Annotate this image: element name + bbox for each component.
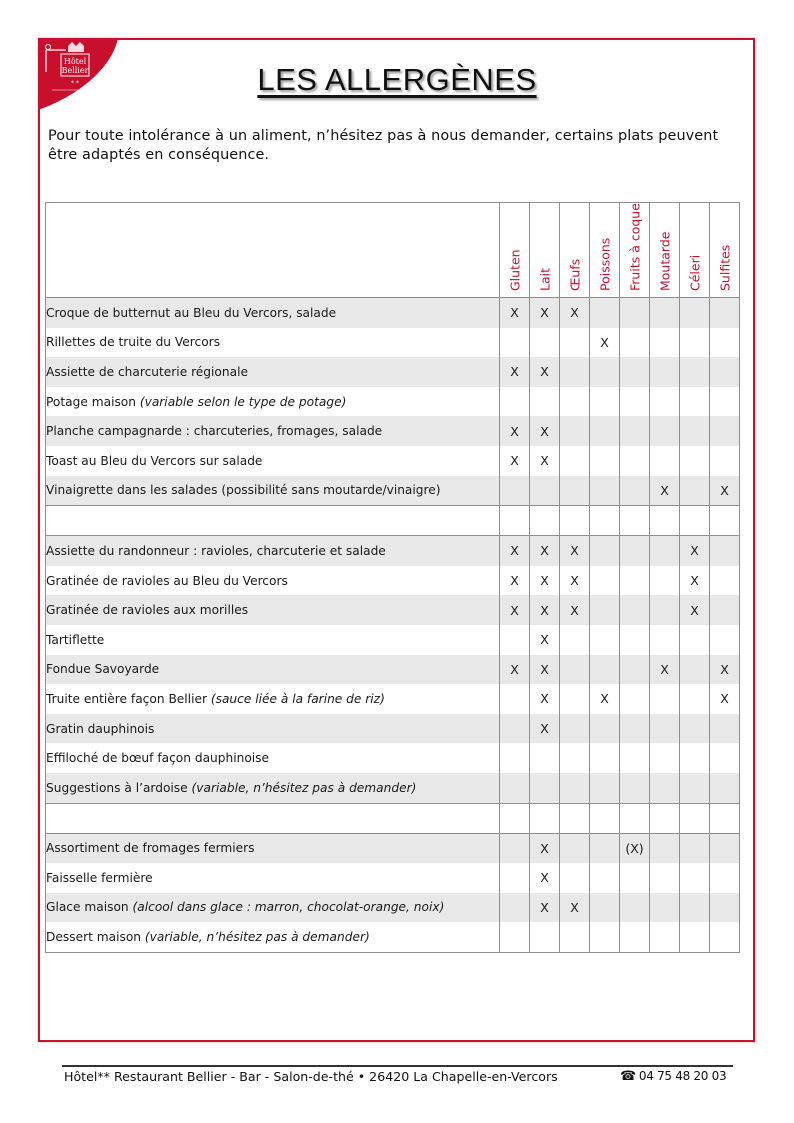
allergen-mark-cell	[590, 566, 620, 596]
footer-phone	[620, 1069, 726, 1084]
allergen-mark-cell	[560, 446, 590, 476]
empty-cell	[590, 803, 620, 833]
allergen-mark-cell	[680, 684, 710, 714]
table-row	[46, 833, 740, 863]
table-row	[46, 595, 740, 625]
allergen-column-header	[650, 203, 680, 298]
allergen-mark-cell	[620, 536, 650, 566]
allergen-mark-cell: X	[530, 655, 560, 685]
allergen-mark-cell	[530, 387, 560, 417]
allergen-mark-cell	[680, 625, 710, 655]
allergen-mark-cell	[530, 743, 560, 773]
allergen-mark-cell	[590, 625, 620, 655]
allergen-mark-cell: X	[530, 446, 560, 476]
allergen-mark-cell	[650, 416, 680, 446]
allergen-mark-cell	[500, 863, 530, 893]
allergen-mark-cell	[560, 684, 590, 714]
allergen-mark-cell	[620, 655, 650, 685]
allergen-mark-cell: X	[500, 298, 530, 328]
allergen-mark-cell: X	[500, 357, 530, 387]
allergen-mark-cell	[650, 922, 680, 952]
allergen-mark-cell	[620, 595, 650, 625]
allergen-mark-cell	[680, 714, 710, 744]
allergen-mark-cell: X	[530, 595, 560, 625]
allergen-mark-cell	[710, 922, 740, 952]
allergen-mark-cell	[560, 922, 590, 952]
allergen-mark-cell: X	[590, 328, 620, 358]
footer	[64, 1069, 744, 1084]
empty-cell	[530, 506, 560, 536]
allergen-mark-cell	[680, 298, 710, 328]
allergen-mark-cell: X	[590, 684, 620, 714]
allergen-mark-cell	[680, 833, 710, 863]
allergen-column-header	[530, 203, 560, 298]
allergen-mark-cell	[710, 893, 740, 923]
allergen-mark-cell	[590, 773, 620, 803]
allergen-mark-cell	[620, 476, 650, 506]
allergen-mark-cell	[590, 387, 620, 417]
allergen-column-header	[620, 203, 650, 298]
allergen-mark-cell	[680, 357, 710, 387]
allergen-mark-cell: X	[530, 357, 560, 387]
allergen-mark-cell: X	[530, 893, 560, 923]
footer-divider	[62, 1065, 733, 1067]
dish-name: Dessert maison	[46, 930, 145, 945]
dish-name: Croque de butternut au Bleu du Vercors, salade	[46, 305, 337, 320]
allergen-mark-cell	[620, 357, 650, 387]
dish-name-cell	[46, 922, 500, 952]
dish-name: Gratinée de ravioles aux morilles	[46, 603, 249, 618]
empty-cell	[650, 803, 680, 833]
dish-name: Assiette de charcuterie régionale	[46, 364, 248, 379]
allergen-mark-cell	[680, 416, 710, 446]
empty-cell	[560, 803, 590, 833]
allergen-label: Céleri	[687, 254, 702, 291]
allergen-mark-cell: X	[680, 536, 710, 566]
empty-cell	[710, 506, 740, 536]
table-row	[46, 476, 740, 506]
allergen-mark-cell	[650, 773, 680, 803]
allergen-mark-cell	[620, 922, 650, 952]
dish-name-cell	[46, 743, 500, 773]
allergen-mark-cell	[500, 743, 530, 773]
allergen-mark-cell: X	[530, 863, 560, 893]
allergen-mark-cell	[560, 743, 590, 773]
empty-cell	[500, 506, 530, 536]
empty-cell	[46, 803, 500, 833]
allergen-mark-cell	[650, 536, 680, 566]
allergen-mark-cell	[650, 833, 680, 863]
allergen-mark-cell	[710, 387, 740, 417]
allergen-mark-cell: X	[560, 595, 590, 625]
allergen-mark-cell	[650, 357, 680, 387]
dish-name-cell	[46, 655, 500, 685]
table-row	[46, 446, 740, 476]
allergen-mark-cell	[530, 773, 560, 803]
allergen-mark-cell	[680, 893, 710, 923]
dish-name: Tartiflette	[46, 632, 105, 647]
allergen-mark-cell	[620, 387, 650, 417]
footer-address: Hôtel** Restaurant Bellier - Bar - Salon-de-thé • 26420 La Chapelle-en-Vercors	[64, 1069, 558, 1084]
empty-cell	[620, 803, 650, 833]
allergen-mark-cell	[560, 416, 590, 446]
table-row	[46, 922, 740, 952]
dish-name-cell	[46, 387, 500, 417]
allergen-label: Poissons	[597, 237, 612, 291]
dish-note: (variable selon le type de potage)	[139, 394, 347, 409]
allergen-mark-cell	[590, 536, 620, 566]
dish-name: Toast au Bleu du Vercors sur salade	[46, 453, 263, 468]
allergen-mark-cell	[620, 298, 650, 328]
allergen-mark-cell	[710, 773, 740, 803]
allergen-mark-cell	[500, 833, 530, 863]
table-row	[46, 655, 740, 685]
page-title	[0, 62, 794, 98]
empty-cell	[710, 803, 740, 833]
dish-name-cell	[46, 625, 500, 655]
allergen-mark-cell	[500, 684, 530, 714]
empty-cell	[620, 506, 650, 536]
allergen-label: Œufs	[567, 258, 582, 291]
table-row	[46, 684, 740, 714]
dish-note: (alcool dans glace : marron, chocolat-orange, noix)	[132, 900, 445, 915]
allergen-mark-cell	[710, 416, 740, 446]
allergen-mark-cell: X	[500, 595, 530, 625]
allergen-mark-cell	[710, 357, 740, 387]
allergen-mark-cell	[710, 833, 740, 863]
dish-name: Vinaigrette dans les salades (possibilité sans moutarde/vinaigre)	[46, 483, 441, 498]
dish-name-cell	[46, 298, 500, 328]
allergen-mark-cell	[620, 863, 650, 893]
allergen-mark-cell	[590, 476, 620, 506]
allergen-mark-cell	[680, 743, 710, 773]
allergen-mark-cell	[560, 714, 590, 744]
allergen-mark-cell	[620, 743, 650, 773]
allergen-column-header	[710, 203, 740, 298]
allergen-mark-cell	[500, 773, 530, 803]
allergen-column-header	[500, 203, 530, 298]
empty-cell	[500, 803, 530, 833]
dish-note: (sauce liée à la farine de riz)	[210, 691, 385, 706]
dish-name-cell	[46, 328, 500, 358]
allergen-mark-cell	[590, 863, 620, 893]
allergen-mark-cell	[680, 387, 710, 417]
table-row	[46, 863, 740, 893]
allergen-mark-cell	[500, 625, 530, 655]
dish-name: Truite entière façon Bellier	[46, 691, 211, 706]
empty-cell	[680, 506, 710, 536]
allergen-table	[45, 202, 740, 953]
allergen-mark-cell: X	[560, 893, 590, 923]
allergen-column-header	[560, 203, 590, 298]
dish-name: Assortiment de fromages fermiers	[46, 841, 255, 856]
allergen-mark-cell: X	[500, 566, 530, 596]
dish-name: Gratinée de ravioles au Bleu du Vercors	[46, 573, 288, 588]
allergen-mark-cell	[530, 328, 560, 358]
dish-name: Potage maison	[46, 394, 140, 409]
allergen-mark-cell	[650, 566, 680, 596]
allergen-mark-cell: X	[680, 566, 710, 596]
allergen-mark-cell	[500, 328, 530, 358]
allergen-label: Gluten	[507, 249, 522, 291]
allergen-mark-cell	[620, 893, 650, 923]
table-row	[46, 416, 740, 446]
table-row	[46, 536, 740, 566]
empty-cell	[680, 803, 710, 833]
dish-name-cell	[46, 893, 500, 923]
allergen-mark-cell	[650, 298, 680, 328]
allergen-mark-cell	[590, 298, 620, 328]
allergen-column-header	[680, 203, 710, 298]
allergen-label: Sulfites	[717, 244, 732, 291]
dish-name-cell	[46, 595, 500, 625]
allergen-mark-cell: X	[530, 625, 560, 655]
allergen-mark-cell	[680, 773, 710, 803]
allergen-mark-cell	[590, 833, 620, 863]
allergen-mark-cell: X	[500, 446, 530, 476]
allergen-mark-cell	[560, 387, 590, 417]
allergen-mark-cell	[620, 566, 650, 596]
dish-name: Suggestions à l’ardoise	[46, 780, 192, 795]
empty-cell	[530, 803, 560, 833]
allergen-mark-cell: X	[500, 536, 530, 566]
allergen-mark-cell: (X)	[620, 833, 650, 863]
allergen-mark-cell	[560, 655, 590, 685]
table-row	[46, 357, 740, 387]
footer-phone-number: 04 75 48 20 03	[638, 1069, 727, 1083]
dish-name: Assiette du randonneur : ravioles, charcuterie et salade	[46, 543, 386, 558]
allergen-mark-cell	[560, 773, 590, 803]
allergen-mark-cell	[620, 446, 650, 476]
dish-name-cell	[46, 773, 500, 803]
empty-cell	[560, 506, 590, 536]
allergen-mark-cell: X	[530, 566, 560, 596]
dish-note: (variable, n’hésitez pas à demander)	[144, 930, 370, 945]
allergen-mark-cell	[590, 446, 620, 476]
allergen-mark-cell	[620, 328, 650, 358]
allergen-mark-cell	[710, 714, 740, 744]
allergen-mark-cell	[710, 625, 740, 655]
allergen-mark-cell	[650, 893, 680, 923]
dish-name: Planche campagnarde : charcuteries, fromages, salade	[46, 424, 383, 439]
allergen-mark-cell: X	[650, 476, 680, 506]
table-row	[46, 714, 740, 744]
allergen-label: Fruits à coque	[627, 203, 642, 291]
allergen-mark-cell	[710, 536, 740, 566]
telephone-icon: ☎	[620, 1069, 636, 1084]
table-row	[46, 625, 740, 655]
dish-name-cell	[46, 416, 500, 446]
allergen-mark-cell	[710, 446, 740, 476]
allergen-mark-cell: X	[500, 655, 530, 685]
allergen-mark-cell	[650, 595, 680, 625]
dish-name: Glace maison	[46, 900, 133, 915]
dish-name: Fondue Savoyarde	[46, 662, 160, 677]
allergen-mark-cell: X	[680, 595, 710, 625]
allergen-mark-cell: X	[530, 536, 560, 566]
allergen-mark-cell	[650, 387, 680, 417]
allergen-mark-cell	[560, 476, 590, 506]
dish-name: Gratin dauphinois	[46, 721, 155, 736]
allergen-mark-cell: X	[530, 833, 560, 863]
table-row	[46, 743, 740, 773]
allergen-mark-cell	[680, 476, 710, 506]
allergen-mark-cell	[710, 595, 740, 625]
allergen-mark-cell	[650, 446, 680, 476]
allergen-mark-cell	[590, 416, 620, 446]
allergen-mark-cell	[620, 773, 650, 803]
allergen-mark-cell: X	[560, 566, 590, 596]
allergen-mark-cell	[710, 328, 740, 358]
allergen-mark-cell	[710, 566, 740, 596]
allergen-mark-cell	[560, 328, 590, 358]
dish-name-cell	[46, 863, 500, 893]
dish-name-cell	[46, 714, 500, 744]
empty-cell	[46, 506, 500, 536]
empty-cell	[590, 506, 620, 536]
allergen-mark-cell	[680, 922, 710, 952]
dish-name-cell	[46, 476, 500, 506]
allergen-mark-cell: X	[530, 416, 560, 446]
dish-name-cell	[46, 357, 500, 387]
allergen-mark-cell	[500, 893, 530, 923]
table-row	[46, 773, 740, 803]
allergen-mark-cell	[530, 476, 560, 506]
allergen-mark-cell	[620, 714, 650, 744]
allergen-mark-cell	[590, 893, 620, 923]
allergen-mark-cell: X	[560, 298, 590, 328]
allergen-mark-cell	[590, 655, 620, 685]
allergen-mark-cell	[500, 714, 530, 744]
dish-name-cell	[46, 446, 500, 476]
allergen-mark-cell	[680, 655, 710, 685]
allergen-mark-cell: X	[500, 416, 530, 446]
allergen-mark-cell	[620, 684, 650, 714]
allergen-mark-cell	[650, 328, 680, 358]
page-title-text: LES ALLERGÈNES	[257, 62, 537, 97]
dish-name: Effiloché de bœuf façon dauphinoise	[46, 751, 270, 766]
svg-text:Hôtel: Hôtel	[63, 57, 87, 66]
table-row	[46, 387, 740, 417]
allergen-mark-cell	[710, 743, 740, 773]
dish-name-cell	[46, 536, 500, 566]
intro-text: Pour toute intolérance à un aliment, n’hésitez pas à nous demander, certains plats peuvent être adaptés en conséquence.	[48, 128, 719, 163]
dish-name-cell	[46, 566, 500, 596]
allergen-mark-cell	[560, 863, 590, 893]
separator-row	[46, 803, 740, 833]
dish-note: (variable, n’hésitez pas à demander)	[191, 780, 417, 795]
empty-cell	[650, 506, 680, 536]
table-row	[46, 566, 740, 596]
allergen-mark-cell	[590, 357, 620, 387]
allergen-mark-cell	[590, 743, 620, 773]
svg-text:★ ★: ★ ★	[70, 79, 80, 84]
allergen-mark-cell	[560, 357, 590, 387]
allergen-label: Moutarde	[657, 231, 672, 291]
allergen-mark-cell: X	[530, 684, 560, 714]
allergen-mark-cell	[620, 416, 650, 446]
allergen-mark-cell	[500, 387, 530, 417]
allergen-mark-cell	[680, 328, 710, 358]
allergen-mark-cell	[680, 446, 710, 476]
allergen-mark-cell: X	[710, 655, 740, 685]
allergen-mark-cell: X	[710, 476, 740, 506]
allergen-mark-cell	[560, 833, 590, 863]
allergen-mark-cell	[650, 714, 680, 744]
dish-column-header	[46, 203, 500, 298]
allergen-mark-cell	[500, 476, 530, 506]
allergen-mark-cell	[530, 922, 560, 952]
allergen-mark-cell: X	[530, 298, 560, 328]
dish-name-cell	[46, 684, 500, 714]
table-row	[46, 328, 740, 358]
allergen-mark-cell	[590, 714, 620, 744]
table-row	[46, 298, 740, 328]
allergen-mark-cell: X	[710, 684, 740, 714]
allergen-column-header	[590, 203, 620, 298]
allergen-mark-cell	[650, 684, 680, 714]
allergen-mark-cell: X	[560, 536, 590, 566]
dish-name-cell	[46, 833, 500, 863]
allergen-mark-cell	[710, 298, 740, 328]
allergen-mark-cell	[590, 595, 620, 625]
allergen-mark-cell	[620, 625, 650, 655]
allergen-mark-cell	[650, 625, 680, 655]
allergen-mark-cell	[680, 863, 710, 893]
separator-row	[46, 506, 740, 536]
allergen-mark-cell	[500, 922, 530, 952]
allergen-mark-cell	[560, 625, 590, 655]
dish-name: Rillettes de truite du Vercors	[46, 335, 221, 350]
allergen-mark-cell	[650, 863, 680, 893]
svg-text:Bellier: Bellier	[61, 66, 89, 75]
allergen-label: Lait	[537, 268, 552, 291]
allergen-mark-cell	[710, 863, 740, 893]
allergen-mark-cell: X	[530, 714, 560, 744]
allergen-mark-cell	[650, 743, 680, 773]
table-row	[46, 893, 740, 923]
allergen-mark-cell: X	[650, 655, 680, 685]
table-header-row	[46, 203, 740, 298]
dish-name: Faisselle fermière	[46, 870, 153, 885]
allergen-mark-cell	[590, 922, 620, 952]
